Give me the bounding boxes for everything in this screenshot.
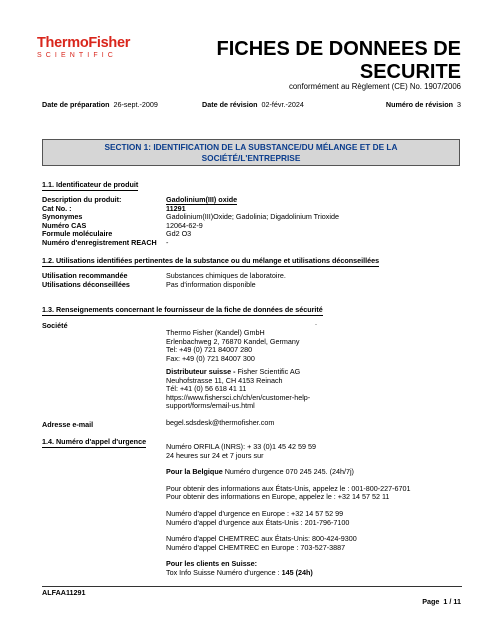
brand-logo: ThermoFisher <box>37 35 131 51</box>
row-label: Synonymes <box>42 212 83 222</box>
company-dot: . <box>315 318 317 327</box>
recommended-use-value: Substances chimiques de laboratoire. <box>166 271 286 280</box>
chemtrec-us-line: Numéro d'appel CHEMTREC aux États-Unis: 800-424-9300 <box>166 534 357 544</box>
distributor-label: Distributeur suisse - <box>166 367 236 376</box>
product-name: Gadolinium(III) oxide <box>166 195 238 204</box>
eu-info-line: Pour obtenir des informations en Europe, appelez le : +32 14 57 52 11 <box>166 492 390 502</box>
page-label: Page <box>422 597 440 606</box>
address-line: Tel: +49 (0) 721 84007 280 <box>166 345 253 355</box>
subsection-1-2-heading: 1.2. Utilisations identifiées pertinentes de la substance ou du mélange et utilisations déconseillées <box>42 256 380 265</box>
distributor-link[interactable]: support/forms/email-us.html <box>166 401 255 411</box>
revision-date-value: 02-févr.-2024 <box>261 100 304 109</box>
formula-value: Gd2 O3 <box>166 229 192 239</box>
distributor-line: Tél: +41 (0) 56 618 41 11 <box>166 384 247 394</box>
email-value[interactable]: begel.sdsdesk@thermofisher.com <box>166 418 275 427</box>
subsection-1-3-heading: 1.3. Renseignements concernant le fournisseur de la fiche de données de sécurité <box>42 305 323 314</box>
synonyms-value: Gadolinium(III)Oxide; Gadolinia; Digadolinium Trioxide <box>166 212 339 222</box>
row-label: Numéro CAS <box>42 220 87 230</box>
email-label: Adresse e-mail <box>42 420 94 429</box>
section-1-title-line2: SOCIÉTÉ/L'ENTREPRISE <box>201 152 301 163</box>
swiss-distributor <box>166 368 310 411</box>
tox-info-label: Tox Info Suisse Numéro d'urgence : <box>166 567 282 577</box>
document-title-line1: FICHES DE DONNEES DE <box>216 38 461 60</box>
section-1-header <box>42 139 460 166</box>
footer-divider <box>42 586 462 587</box>
row-label: Cat No. : <box>42 203 72 213</box>
cat-no-value: 11291 <box>166 203 186 213</box>
section-1-title-line1: SECTION 1: IDENTIFICATION DE LA SUBSTANCE/DU MÉLANGE ET DE LA <box>104 141 398 152</box>
preparation-date-label: Date de préparation <box>42 100 110 109</box>
emergency-numbers <box>166 443 411 578</box>
revision-date <box>202 100 304 109</box>
discouraged-use-row <box>42 281 462 290</box>
orfila-hours: 24 heures sur 24 et 7 jours sur <box>166 450 264 460</box>
company-address <box>166 329 299 363</box>
distributor-line: Neuhofstrasse 11, CH 4153 Reinach <box>166 375 283 385</box>
eu-emergency-line: Numéro d'appel d'urgence en Europe : +32 14 57 52 99 <box>166 508 344 518</box>
company-label: Société <box>42 321 68 330</box>
address-line: Fax: +49 (0) 721 84007 300 <box>166 353 255 363</box>
revision-number-value: 3 <box>457 100 461 109</box>
regulation-subtitle: conformément au Règlement (CE) No. 1907/2006 <box>288 82 461 91</box>
synonyms-row <box>42 213 462 222</box>
page-number <box>422 598 461 607</box>
row-label: Formule moléculaire <box>42 229 113 239</box>
discouraged-use-value: Pas d'information disponible <box>166 279 256 289</box>
address-line: Erlenbachweg 2, 76870 Kandel, Germany <box>166 336 300 346</box>
row-label: Utilisation recommandée <box>42 271 128 280</box>
revision-number-label: Numéro de révision <box>385 100 453 109</box>
chemtrec-eu-line: Numéro d'appel CHEMTREC en Europe : 703-527-3887 <box>166 542 346 552</box>
belgium-number: Numéro d'urgence 070 245 245. (24h/7j) <box>222 467 354 477</box>
subsection-1-4-heading: 1.4. Numéro d'appel d'urgence <box>42 437 147 446</box>
row-label: Description du produit: <box>42 195 122 204</box>
orfila-line: Numéro ORFILA (INRS): + 33 (0)1 45 42 59 59 <box>166 442 317 451</box>
swiss-clients-heading: Pour les clients en Suisse: <box>166 559 258 569</box>
document-title-line2: SECURITE <box>359 61 461 83</box>
subsection-1-1-heading: 1.1. Identificateur de produit <box>42 180 139 189</box>
distributor-name: Fisher Scientific AG <box>235 367 301 376</box>
preparation-date <box>42 100 158 109</box>
us-emergency-line: Numéro d'appel d'urgence aux États-Unis : 201-796-7100 <box>166 517 350 527</box>
preparation-date-value: 26-sept.-2009 <box>113 100 158 109</box>
cas-value: 12064-62-9 <box>166 220 203 230</box>
tox-info-number: 145 (24h) <box>281 567 313 577</box>
row-label: Numéro d'enregistrement REACH <box>42 238 157 247</box>
row-label: Utilisations déconseillées <box>42 279 130 289</box>
page-value: 1 / 11 <box>443 597 461 606</box>
belgium-label: Pour la Belgique <box>166 467 223 477</box>
document-title <box>217 38 461 84</box>
reach-value: - <box>166 238 169 247</box>
brand-logo-subtitle: SCIENTIFIC <box>37 52 117 59</box>
address-line: Thermo Fisher (Kandel) GmbH <box>166 328 265 337</box>
product-description-row <box>42 196 462 205</box>
revision-number <box>386 100 461 109</box>
us-info-line: Pour obtenir des informations aux États-Unis, appelez le : 001-800-227-6701 <box>166 483 411 493</box>
footer-product-code: ALFAA11291 <box>42 588 86 597</box>
revision-date-label: Date de révision <box>202 100 258 109</box>
reach-row <box>42 239 462 248</box>
distributor-link[interactable]: https://www.fishersci.ch/ch/en/customer-help- <box>166 392 311 402</box>
